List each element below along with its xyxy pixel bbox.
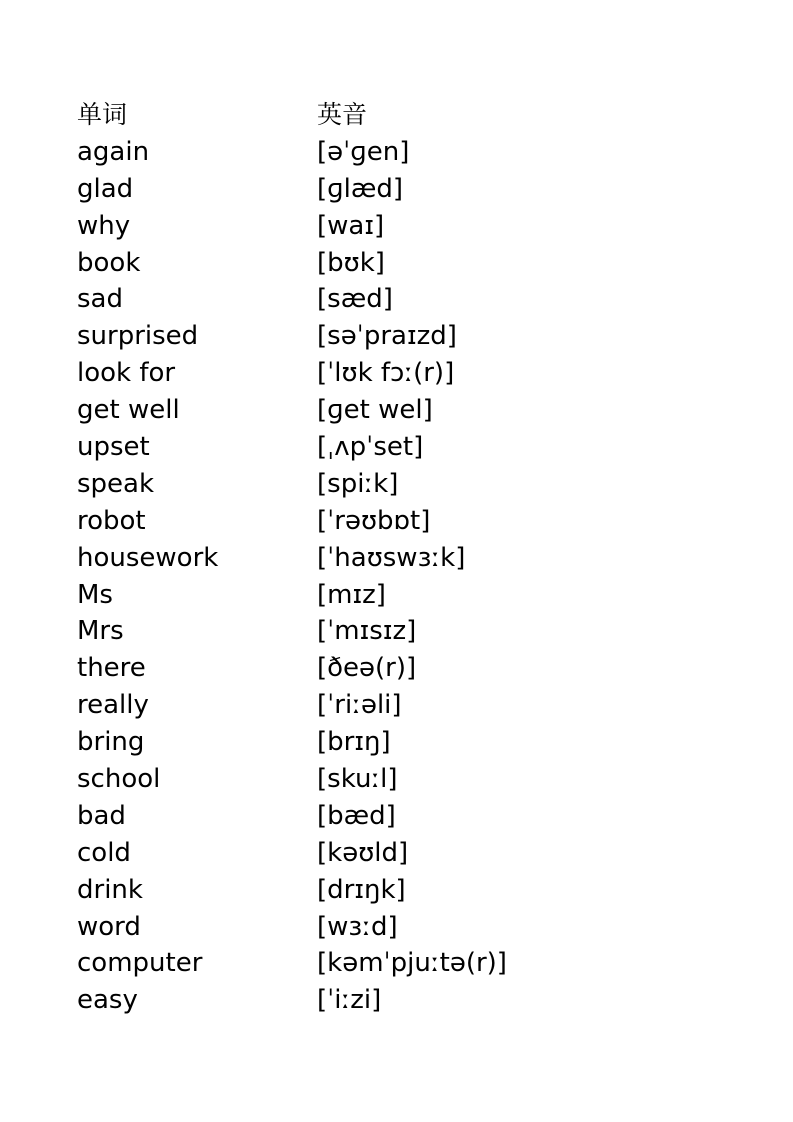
- table-body: [77, 134, 537, 1019]
- table-row: [77, 281, 537, 318]
- table-row: [77, 982, 537, 1019]
- phonetic-cell: [ɡlæd]: [317, 173, 404, 204]
- word-cell: bad: [77, 800, 126, 831]
- phonetic-cell: [skuːl]: [317, 764, 398, 795]
- table-row: [77, 761, 537, 798]
- table-row: [77, 171, 537, 208]
- table-row: [77, 798, 537, 835]
- phonetic-cell: [ˌʌpˈset]: [317, 432, 424, 463]
- phonetic-cell: [spiːk]: [317, 468, 399, 499]
- phonetic-cell: [kəʊld]: [317, 837, 409, 868]
- word-cell: look for: [77, 358, 176, 389]
- word-cell: get well: [77, 395, 180, 426]
- phonetic-cell: [ˈlʊk fɔː(r)]: [317, 358, 455, 389]
- phonetic-cell: [səˈpraɪzd]: [317, 321, 457, 352]
- word-cell: upset: [77, 432, 150, 463]
- table-row: [77, 392, 537, 429]
- word-cell: speak: [77, 468, 155, 499]
- table-row: [77, 872, 537, 909]
- phonetic-cell: [ˈrəʊbɒt]: [317, 505, 431, 536]
- word-cell: bring: [77, 727, 145, 758]
- word-cell: why: [77, 210, 131, 241]
- word-cell: Mrs: [77, 616, 124, 647]
- header-phonetic: 英音: [317, 100, 368, 129]
- word-cell: easy: [77, 985, 138, 1016]
- table-row: [77, 318, 537, 355]
- phonetic-cell: [əˈɡen]: [317, 136, 410, 167]
- header-word: 单词: [77, 100, 128, 129]
- table-row: [77, 245, 537, 282]
- word-cell: sad: [77, 284, 123, 315]
- table-row: [77, 503, 537, 540]
- table-row: [77, 835, 537, 872]
- table-row: [77, 355, 537, 392]
- phonetic-cell: [drɪŋk]: [317, 874, 406, 905]
- phonetic-cell: [kəmˈpjuːtə(r)]: [317, 948, 507, 979]
- table-header-row: [77, 97, 537, 134]
- table-row: [77, 466, 537, 503]
- word-cell: again: [77, 136, 150, 167]
- table-row: [77, 577, 537, 614]
- phonetic-cell: [ˈmɪsɪz]: [317, 616, 417, 647]
- phonetic-cell: [wɜːd]: [317, 911, 398, 942]
- phonetic-cell: [bæd]: [317, 800, 396, 831]
- phonetic-cell: [ˈriːəli]: [317, 690, 402, 721]
- word-cell: housework: [77, 542, 219, 573]
- table-row: [77, 613, 537, 650]
- word-cell: cold: [77, 837, 131, 868]
- phonetic-cell: [ðeə(r)]: [317, 653, 417, 684]
- table-row: [77, 540, 537, 577]
- word-cell: school: [77, 764, 161, 795]
- table-row: [77, 650, 537, 687]
- word-cell: Ms: [77, 579, 113, 610]
- table-row: [77, 945, 537, 982]
- phonetic-cell: [bʊk]: [317, 247, 385, 278]
- word-cell: surprised: [77, 321, 199, 352]
- phonetic-cell: [ɡet wel]: [317, 395, 433, 426]
- vocabulary-table: [77, 97, 537, 1019]
- phonetic-cell: [ˈhaʊswɜːk]: [317, 542, 466, 573]
- phonetic-cell: [sæd]: [317, 284, 393, 315]
- table-row: [77, 724, 537, 761]
- word-cell: drink: [77, 874, 143, 905]
- phonetic-cell: [brɪŋ]: [317, 727, 391, 758]
- phonetic-cell: [waɪ]: [317, 210, 385, 241]
- word-cell: word: [77, 911, 141, 942]
- table-row: [77, 909, 537, 946]
- table-row: [77, 134, 537, 171]
- word-cell: book: [77, 247, 141, 278]
- table-row: [77, 208, 537, 245]
- word-cell: there: [77, 653, 146, 684]
- word-cell: robot: [77, 505, 146, 536]
- phonetic-cell: [ˈiːzi]: [317, 985, 382, 1016]
- table-row: [77, 687, 537, 724]
- phonetic-cell: [mɪz]: [317, 579, 386, 610]
- word-cell: glad: [77, 173, 134, 204]
- word-cell: computer: [77, 948, 203, 979]
- table-row: [77, 429, 537, 466]
- word-cell: really: [77, 690, 149, 721]
